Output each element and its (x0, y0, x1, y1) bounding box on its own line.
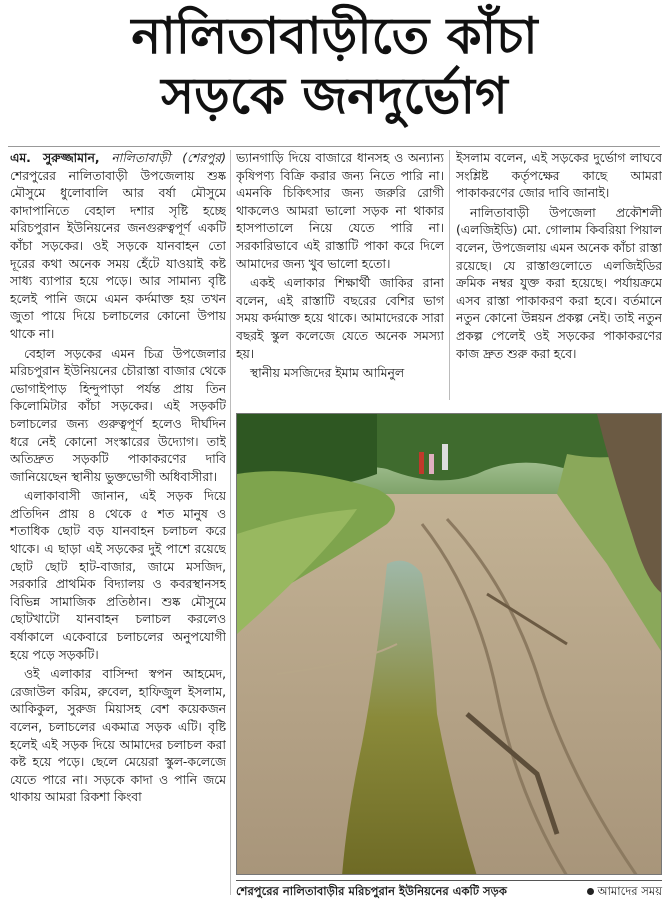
photo-caption (236, 880, 662, 902)
column-divider (449, 150, 450, 400)
byline (10, 150, 226, 344)
headline-line-1: নালিতাবাড়ীতে কাঁচা (131, 7, 538, 65)
paragraph: স্থানীয় মসজিদের ইমাম আমিনুল (250, 366, 404, 381)
headline-line-2: সড়কে জনদুর্ভোগ (161, 67, 508, 125)
article-column-1 (10, 150, 226, 895)
paragraph: ভ্যানগাড়ি দিয়ে বাজারে ধানসহ ও অন্যান্য কৃষিপণ্য বিক্রি করার জন্য নিতে পারি না। এমনকি চিকিৎসার জন্য জরুরি রোগী থাকলেও আমরা ভালো সড়ক না থাকার হাসপাতালে নিয়ে যেতে পারি না। সরকারিভাবে এই রাস্তাটি পাকা করে দিলে আমাদের জন্য খুব ভালো হতো। (236, 151, 444, 271)
article-column-2 (236, 150, 444, 390)
photo-credit (587, 881, 662, 902)
paragraph: বেহাল সড়কের এমন চিত্র উপজেলার মরিচপুরান ইউনিয়নের চৌরাস্তা বাজার থেকে ভোগাইপাড় হিন্দুপাড়া পর্যন্ত প্রায় তিন কিলোমিটার কাঁচা সড়কের। এই সড়কটি চলাচলের জন্য গুরুত্বপূর্ণ হলেও দীর্ঘদিন ধরে নেই কোনো সংস্কারের উদ্যোগ। তাই অতিদ্রুত সড়কটি পাকাকরণের দাবি জানিয়েছেন স্থানীয় ভুক্তভোগী অধিবাসীরা। (10, 346, 226, 484)
news-photo (236, 413, 662, 875)
paragraph: ওই এলাকার বাসিন্দা স্বপন আহমেদ, রেজাউল করিম, রুবেল, হাফিজুল ইসলাম, আকিকুল, সুরুজ মিয়াসহ বেশ কয়েকজন বলেন, চলাচলের একমাত্র সড়ক এটি। বৃষ্টি হলেই এই সড়ক দিয়ে আমাদের চলাচল করা কষ্ট হয়ে পড়ে। ছেলে মেয়েরা স্কুল-কলেজে যেতে পারে না। সড়কে কাদা ও পানি জমে থাকায় আমরা রিকশা কিংবা (10, 667, 226, 805)
paragraph: একই এলাকার শিক্ষার্থী জাকির রানা বলেন, এই রাস্তাটি বছরের বেশির ভাগ সময় কর্দমাক্ত হয়ে থাকে। আমাদেরকে সারা বছরই স্কুল কলেজে যেতে অনেক সমস্যা হয়। (236, 276, 444, 361)
headline-rule (8, 146, 660, 147)
muddy-road-photo (237, 414, 662, 875)
byline-author: এম. সুরুজ্জামান, (10, 151, 100, 165)
paragraph: শেরপুরের নালিতাবাড়ী উপজেলায় শুষ্ক মৌসুমে ধুলোবালি আর বর্ষা মৌসুমে কাদাপানিতে বেহাল দশার সৃষ্টি হচ্ছে মরিচপুরান ইউনিয়নের জনগুরুত্বপূর্ণ একটি কাঁচা সড়কের। ওই সড়কে যানবাহন তো দূরের কথা অনেক সময় হেঁটে যাওয়াই কষ্ট সাধ্য ব্যাপার হয়ে পড়ে। আর সামান্য বৃষ্টি হলেই পানি জমে এমন কর্দমাক্ত হয় তখন জুতা পায়ে দিয়ে চলাচলের কোনো উপায় থাকে না। (10, 168, 226, 341)
paragraph: এলাকাবাসী জানান, এই সড়ক দিয়ে প্রতিদিন প্রায় ৪ থেকে ৫ শত মানুষ ও শতাধিক ছোট বড় যানবাহন চলাচল করে থাকে। এ ছাড়া এই সড়কের দুই পাশে রয়েছে ছোট ছোট হাট-বাজার, জামে মসজিদ, সরকারি প্রাথমিক বিদ্যালয় ও কবরস্থানসহ বিভিন্ন সামাজিক প্রতিষ্ঠান। শুষ্ক মৌসুমে ছোটখাটো যানবাহন চলাচল করলেও বর্ষাকালে একেবারে চলাচলের অনুপযোগী হয়ে পড়ে সড়কটি। (10, 489, 226, 662)
paragraph: নালিতাবাড়ী উপজেলা প্রকৌশলী (এলজিইডি) মো. গোলাম কিবরিয়া পিয়াল বলেন, উপজেলায় এমন অনেক কাঁচা রাস্তা রয়েছে। যে রাস্তাগুলোতে এলজিইডির ক্রমিক নম্বর যুক্ত করা হয়েছে। পর্যায়ক্রমে এসব রাস্তা পাকাকরণ করা হবে। বর্তমানে নতুন কোনো উন্নয়ন প্রকল্প নেই। তাই নতুন প্রকল্প পেলেই ওই সড়কের পাকাকরণের কাজ দ্রুত শুরু করা হবে। (456, 205, 662, 361)
credit-text: আমাদের সময় (597, 884, 662, 898)
paragraph: ইসলাম বলেন, এই সড়কের দুর্ভোগ লাঘবে সংশ্লিষ্ট কর্তৃপক্ষের কাছে আমরা পাকাকরণের জোর দাবি জানাই। (456, 151, 662, 201)
headline (0, 6, 669, 126)
caption-text: শেরপুরের নালিতাবাড়ীর মরিচপুরান ইউনিয়নের একটি সড়ক (236, 884, 507, 898)
article-column-3 (456, 150, 662, 390)
column-divider (230, 150, 231, 895)
bullet-icon (587, 888, 594, 895)
byline-place: নালিতাবাড়ী (শেরপুর) (111, 151, 226, 165)
